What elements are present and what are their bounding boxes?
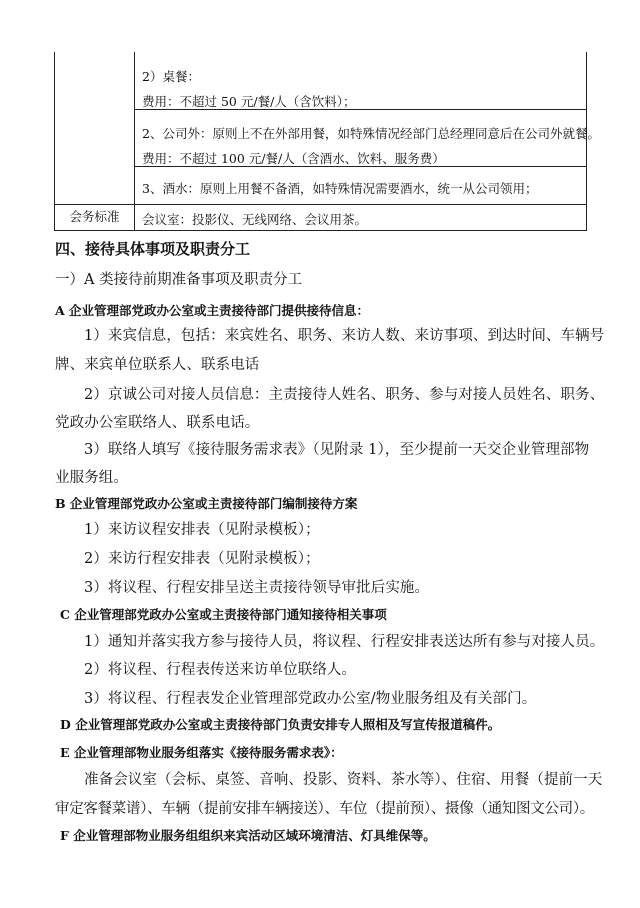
table-cell-text: 3、酒水：原则上用餐不备酒，如特殊情况需要酒水，统一从公司领用； xyxy=(142,181,538,196)
section-title: 四、接待具体事项及职责分工 xyxy=(55,240,251,258)
item-a-heading: A 企业管理部党政办公室或主责接待部门提供接待信息： xyxy=(55,303,370,318)
paragraph-line: 业服务组。 xyxy=(55,470,128,486)
paragraph-line: 党政办公室联络人、联系电话。 xyxy=(55,415,260,431)
paragraph-line: 1）来宾信息，包括：来宾姓名、职务、来访人数、来访事项、到达时间、车辆号 xyxy=(84,328,605,344)
item-f-heading: F 企业管理部物业服务组组织来宾活动区域环境清洁、灯具维保等。 xyxy=(60,828,436,843)
item-e-heading: E 企业管理部物业服务组落实《接待服务需求表》： xyxy=(60,745,343,760)
table-row-label: 会务标准 xyxy=(69,209,120,224)
paragraph-line: 3）将议程、行程安排呈送主责接待领导审批后实施。 xyxy=(84,580,430,596)
table-cell-text: 费用：不超过 50 元/餐/人（含饮料）； xyxy=(142,94,356,109)
section-subtitle: 一）A 类接待前期准备事项及职责分工 xyxy=(55,272,303,288)
table-cell-text: 费用：不超过 100 元/餐/人（含酒水、饮料、服务费） xyxy=(142,151,445,166)
table-cell-text: 会议室：投影仪、无线网络、会议用茶。 xyxy=(142,212,368,227)
item-b-heading: B 企业管理部党政办公室或主责接待部门编制接待方案 xyxy=(55,496,358,511)
standards-table xyxy=(54,52,600,231)
paragraph-line: 1）来访议程安排表（见附录模板）； xyxy=(84,522,320,538)
paragraph-line: 1）通知并落实我方参与接待人员，将议程、行程安排表送达所有参与对接人员。 xyxy=(84,634,605,650)
paragraph-line: 审定客餐菜谱）、车辆（提前安排车辆接送）、车位（提前预）、摄像（通知图文公司）。 xyxy=(55,801,594,817)
paragraph-line: 准备会议室（会标、桌签、音响、投影、资料、茶水等）、住宿、用餐（提前一天 xyxy=(84,772,603,788)
paragraph-line: 3）将议程、行程表发企业管理部党政办公室/物业服务组及有关部门。 xyxy=(84,691,537,707)
paragraph-line: 2）来访行程安排表（见附录模板）； xyxy=(84,551,320,567)
paragraph-line: 牌、来宾单位联系人、联系电话 xyxy=(55,357,260,373)
table-cell-text: 2、公司外：原则上不在外部用餐，如特殊情况经部门总经理同意后在公司外就餐。 xyxy=(142,126,600,141)
paragraph-line: 2）将议程、行程表传送来访单位联络人。 xyxy=(84,662,357,678)
paragraph-line: 2）京诚公司对接人员信息：主责接待人姓名、职务、参与对接人员姓名、职务、 xyxy=(84,387,605,403)
item-c-heading: C 企业管理部党政办公室或主责接待部门通知接待相关事项 xyxy=(60,607,387,622)
table-cell-text: 2）桌餐： xyxy=(142,69,200,84)
table-row-divider xyxy=(55,204,586,205)
item-d-heading: D 企业管理部党政办公室或主责接待部门负责安排专人照相及写宣传报道稿件。 xyxy=(60,717,501,732)
paragraph-line: 3）联络人填写《接待服务需求表》（见附录 1），至少提前一天交企业管理部物 xyxy=(84,442,590,458)
